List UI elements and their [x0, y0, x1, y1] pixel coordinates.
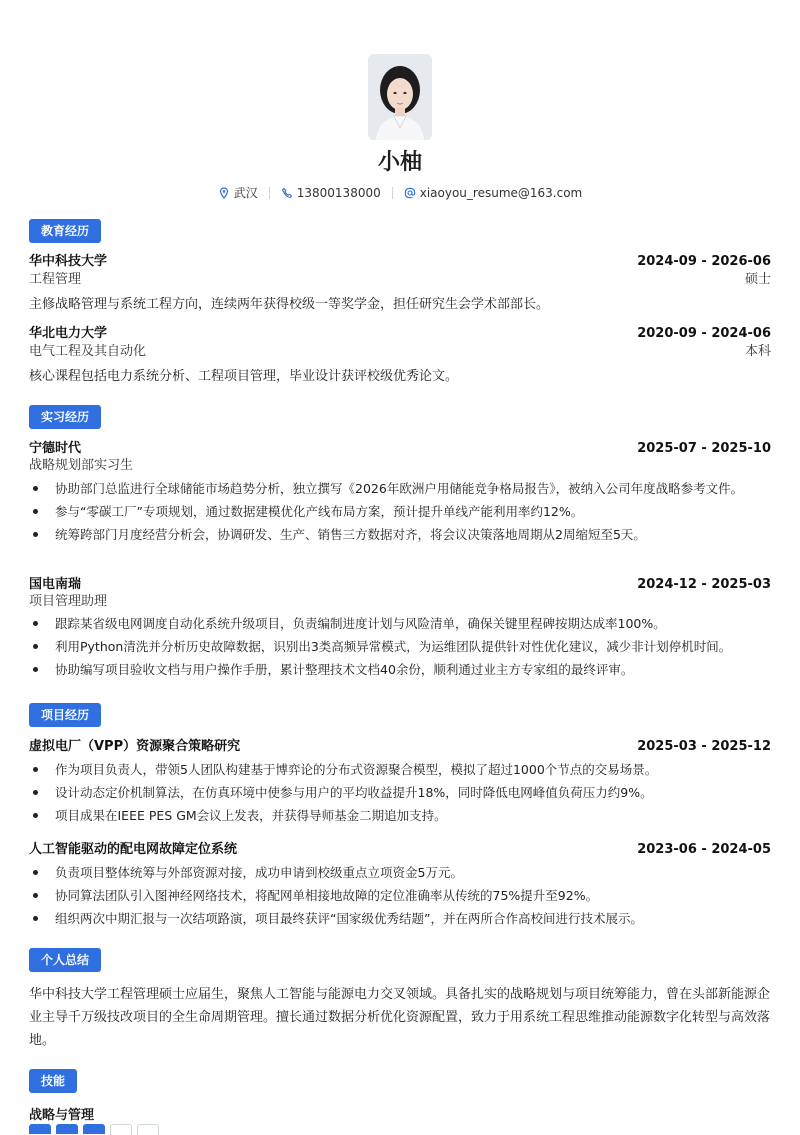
internship-bullets: [29, 615, 771, 684]
section-project: 项目经历: [29, 703, 101, 727]
list-item: 利用Python清洗并分析历史故障数据，识别出3类高频异常模式，为运维团队提供针对性优化建议，减少非计划停机时间。: [29, 638, 771, 655]
education-dates: 2020-09 - 2024-06: [637, 326, 771, 341]
list-item: 协同算法团队引入图神经网络技术，将配网单相接地故障的定位准确率从传统的75%提升至92%。: [29, 887, 771, 904]
avatar: [368, 54, 432, 140]
skill-category: 战略与管理: [29, 1108, 95, 1123]
project-bullets: [29, 761, 771, 830]
section-internship: 实习经历: [29, 405, 101, 429]
education-subrow: [29, 343, 771, 361]
location-text: 武汉: [233, 186, 258, 200]
contact-bar: [0, 184, 800, 201]
project-bullets: [29, 864, 771, 933]
internship-dates: 2025-07 - 2025-10: [637, 441, 771, 456]
major: 工程管理: [29, 272, 82, 287]
internship-row: [29, 576, 771, 594]
education-dates: 2024-09 - 2026-06: [637, 254, 771, 269]
internship-bullets: [29, 480, 771, 549]
phone-icon: [281, 187, 293, 199]
internship-subrow: [29, 457, 771, 475]
project-row: [29, 841, 771, 859]
candidate-name: 小柚: [377, 150, 422, 175]
education-subrow: [29, 271, 771, 289]
project-title: 虚拟电厂（VPP）资源聚合策略研究: [29, 739, 241, 754]
email-at-icon: [404, 187, 416, 199]
phone-text: 13800138000: [296, 185, 381, 200]
section-summary: 个人总结: [29, 948, 101, 972]
company-name: 国电南瑞: [29, 577, 82, 592]
internship-subrow: [29, 593, 771, 611]
project-row: [29, 738, 771, 756]
project-dates: 2023-06 - 2024-05: [637, 842, 771, 857]
degree: 本科: [744, 344, 771, 359]
job-role: 战略规划部实习生: [29, 458, 134, 473]
list-item: 作为项目负责人，带领5人团队构建基于博弈论的分布式资源聚合模型，模拟了超过1000个节点的交易场景。: [29, 761, 771, 778]
list-item: 参与“零碳工厂”专项规划，通过数据建模优化产线布局方案，预计提升单线产能利用率约12%。: [29, 503, 771, 520]
list-item: 项目成果在IEEE PES GM会议上发表，并获得导师基金二期追加支持。: [29, 807, 771, 824]
company-name: 宁德时代: [29, 441, 82, 456]
summary-text: 华中科技大学工程管理硕士应届生，聚焦人工智能与能源电力交叉领域。具备扎实的战略规划与项目统筹能力，曾在头部新能源企业主导千万级技改项目的全生命周期管理。擅长通过数据分析优化资源配置，致力于用系统工程思维推动能源数字化转型与高效落地。: [29, 987, 771, 1048]
internship-row: [29, 440, 771, 458]
skill-chip-filled: [83, 1124, 105, 1134]
location: [218, 184, 258, 201]
project-dates: 2025-03 - 2025-12: [637, 739, 771, 754]
location-pin-icon: [218, 187, 230, 199]
email-text[interactable]: xiaoyou_resume@163.com: [419, 185, 583, 200]
avatar-portrait: [368, 54, 432, 140]
project-title: 人工智能驱动的配电网故障定位系统: [29, 842, 238, 857]
divider: [269, 187, 270, 199]
internship-dates: 2024-12 - 2025-03: [637, 577, 771, 592]
degree: 硕士: [744, 272, 771, 287]
skill-chip-filled: [29, 1124, 51, 1134]
list-item: 协助编写项目验收文档与用户操作手册，累计整理技术文档40余份，顺利通过业主方专家组的最终评审。: [29, 661, 771, 678]
education-description: 主修战略管理与系统工程方向，连续两年获得校级一等奖学金，担任研究生会学术部部长。: [29, 297, 550, 312]
list-item: 协助部门总监进行全球储能市场趋势分析，独立撰写《2026年欧洲户用储能竞争格局报告》，被纳入公司年度战略参考文件。: [29, 480, 771, 497]
education-row: [29, 253, 771, 271]
major: 电气工程及其自动化: [29, 344, 147, 359]
list-item: 负责项目整体统筹与外部资源对接，成功申请到校级重点立项资金5万元。: [29, 864, 771, 881]
list-item: 统筹跨部门月度经营分析会，协调研发、生产、销售三方数据对齐，将会议决策落地周期从2周缩短至5天。: [29, 526, 771, 543]
divider: [392, 187, 393, 199]
list-item: 设计动态定价机制算法，在仿真环境中使参与用户的平均收益提升18%，同时降低电网峰值负荷压力约9%。: [29, 784, 771, 801]
education-description: 核心课程包括电力系统分析、工程项目管理，毕业设计获评校级优秀论文。: [29, 369, 459, 384]
email: [404, 186, 583, 200]
school-name: 华中科技大学: [29, 254, 108, 269]
education-row: [29, 325, 771, 343]
phone: [281, 186, 381, 200]
profile-header: [0, 0, 800, 201]
section-skills: 技能: [29, 1069, 77, 1093]
list-item: 组织两次中期汇报与一次结项路演，项目最终获评“国家级优秀结题”，并在两所合作高校间进行技术展示。: [29, 910, 771, 927]
job-role: 项目管理助理: [29, 594, 108, 609]
section-education: 教育经历: [29, 219, 101, 243]
skill-chip-filled: [56, 1124, 78, 1134]
list-item: 跟踪某省级电网调度自动化系统升级项目，负责编制进度计划与风险清单，确保关键里程碑按期达成率100%。: [29, 615, 771, 632]
school-name: 华北电力大学: [29, 326, 108, 341]
